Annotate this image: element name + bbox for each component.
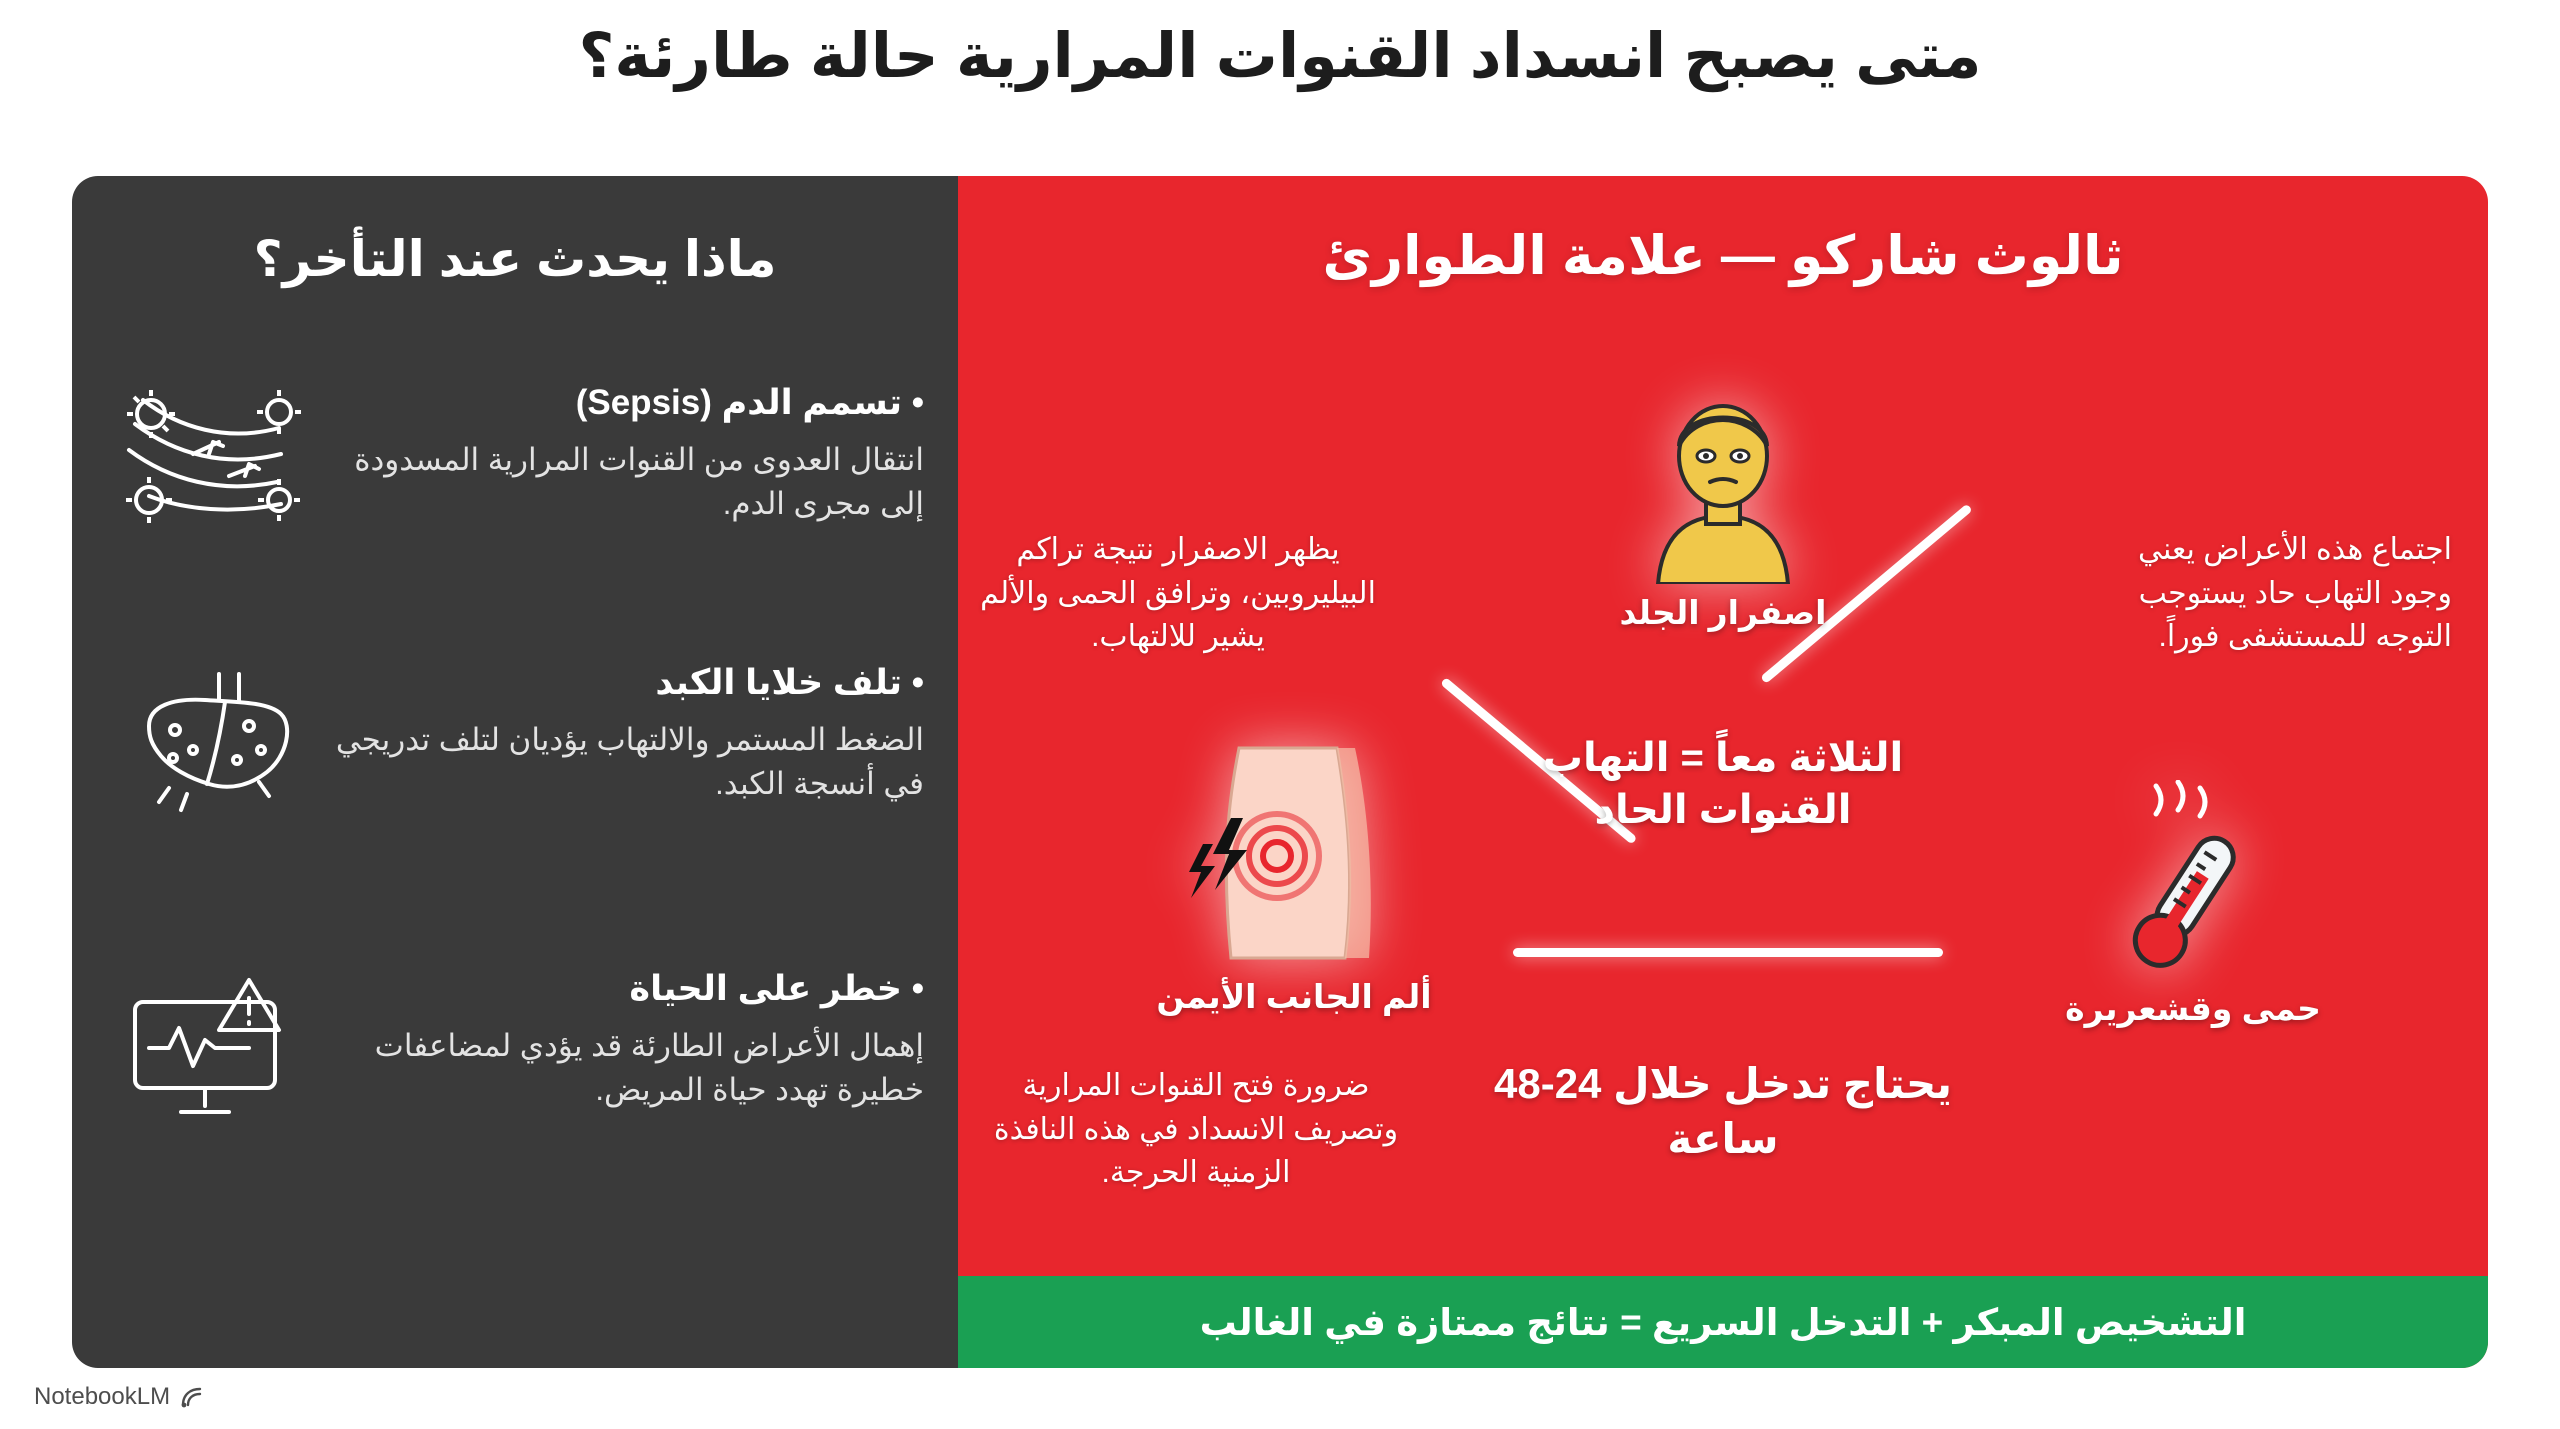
jaundiced-person-icon <box>1558 384 1888 589</box>
emergency-note-left: يظهر الاصفرار نتيجة تراكم البيليروبين، وترافق الحمى والألم يشير للالتهاب. <box>980 533 1376 653</box>
triad-node-fever <box>2048 780 2338 1028</box>
delay-item-life-risk-body: إهمال الأعراض الطارئة قد يؤدي لمضاعفات خطيرة تهدد حياة المريض. <box>374 1027 924 1107</box>
bacteria-bloodstream-icon <box>104 384 314 534</box>
liver-damage-icon <box>104 664 314 814</box>
notebooklm-logo-icon <box>180 1386 206 1408</box>
right-side-abdominal-pain-icon <box>1114 738 1474 973</box>
content-board <box>72 176 2488 1368</box>
triad-node-jaundice <box>1558 384 1888 632</box>
emergency-panel-heading: ثالوث شاركو — علامة الطوارئ <box>1322 226 2124 286</box>
delay-item-sepsis-body: انتقال العدوى من القنوات المرارية المسدودة إلى مجرى الدم. <box>354 441 924 521</box>
delay-item-sepsis-title: • تسمم الدم (Sepsis) <box>575 383 924 422</box>
urgency-window-text: يحتاج تدخل خلال 24-48 ساعة <box>1493 1060 1953 1163</box>
emergency-note-right: اجتماع هذه الأعراض يعني وجود التهاب حاد يستوجب التوجه للمستشفى فوراً. <box>2138 533 2452 653</box>
delay-panel-heading: ماذا يحدث عند التأخر؟ <box>253 231 777 287</box>
triad-center-label: الثلاثة معاً = التهاب القنوات الحاد <box>1542 736 1904 832</box>
triad-node-pain-label: ألم الجانب الأيمن <box>1156 978 1432 1015</box>
delay-item-sepsis <box>104 380 924 534</box>
delay-item-life-risk-title: • خطر على الحياة <box>629 969 924 1008</box>
brand-label: NotebookLM <box>34 1383 171 1410</box>
triad-node-jaundice-label: اصفرار الجلد <box>1619 594 1827 631</box>
thermometer-icon <box>2048 780 2338 985</box>
brand-footer <box>34 1383 206 1411</box>
delay-item-life-risk <box>104 966 924 1120</box>
emergency-note-bottom: ضرورة فتح القنوات المرارية وتصريف الانسداد في هذه النافذة الزمنية الحرجة. <box>993 1069 1399 1189</box>
vital-monitor-alert-icon <box>104 970 314 1120</box>
delay-item-liver-title: • تلف خلايا الكبد <box>655 663 924 702</box>
triad-node-pain <box>1114 738 1474 1016</box>
delay-consequences-panel <box>72 176 958 1368</box>
triad-node-fever-label: حمى وقشعريرة <box>2065 990 2321 1027</box>
page-title: متى يصبح انسداد القنوات المرارية حالة طارئة؟ <box>578 22 1982 91</box>
footer-success-text: التشخيص المبكر + التدخل السريع = نتائج ممتازة في الغالب <box>1199 1301 2247 1343</box>
delay-item-liver <box>104 660 924 814</box>
delay-item-liver-body: الضغط المستمر والالتهاب يؤديان لتلف تدريجي في أنسجة الكبد. <box>335 721 924 801</box>
footer-success-bar <box>958 1276 2488 1368</box>
emergency-panel <box>958 176 2488 1368</box>
triangle-line-bottom <box>1513 948 1943 957</box>
